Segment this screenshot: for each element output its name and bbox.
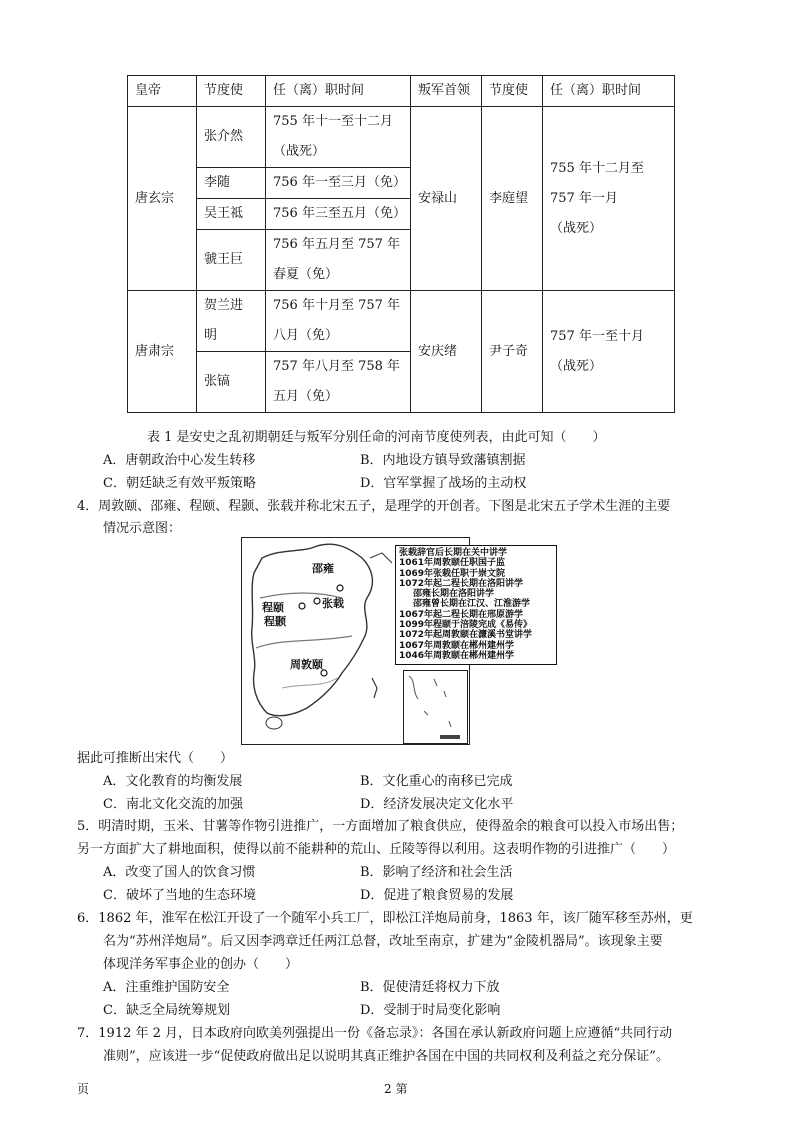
- q4-option-b[interactable]: B．文化重心的南移已完成: [360, 774, 513, 789]
- map-label-zhoudunyi: 周敦颐: [290, 658, 323, 671]
- q5-stem-line2: 另一方面扩大了耕地面积，使得以前不能耕种的荒山、丘陵等得以利用。这表明作物的引进推广（ ）: [77, 842, 676, 857]
- rebel-leader-anqingxu: 安庆绪: [411, 291, 482, 413]
- jiedushi-name: 张介然: [197, 107, 266, 168]
- q5-option-a[interactable]: A．改变了国人的饮食习惯: [103, 865, 256, 880]
- q6-option-c[interactable]: C．缺乏全局统筹规划: [103, 1003, 230, 1018]
- q3-option-c[interactable]: C．朝廷缺乏有效平叛策略: [103, 476, 256, 491]
- q6-option-d[interactable]: D．受制于时局变化影响: [360, 1003, 501, 1018]
- emperor-suzong: 唐肃宗: [128, 291, 197, 413]
- q6-stem-line2: 名为“苏州洋炮局”。后又因李鸿章迁任两江总督，改址至南京，扩建为“金陵机器局”。该现象主要: [103, 934, 663, 949]
- q6-option-b[interactable]: B．促使清廷将权力下放: [360, 980, 500, 995]
- jiedushi-name: 张镐: [197, 352, 266, 413]
- jiedushi-name: 李随: [197, 168, 266, 199]
- legend-item: 1067年周敦颐在郴州建州学: [399, 640, 515, 651]
- legend-item: 1099年程颐于涪陵完成《易传》: [399, 620, 533, 631]
- legend-item: 邵雍长期在洛阳讲学: [413, 589, 495, 600]
- q4-prompt: 据此可推断出宋代（ ）: [77, 751, 234, 766]
- rebel-term: 757 年一至十月 （战死）: [543, 291, 675, 413]
- q7-stem-line1: 7．1912 年 2 月，日本政府向欧美列强提出一份《备忘录》：各国在承认新政府问题上应遵循“共同行动: [77, 1026, 673, 1041]
- emperor-xuanzong: 唐玄宗: [128, 107, 197, 291]
- map-label-zhangzai: 张载: [322, 597, 344, 610]
- header-rebel-jiedushi: 节度使: [482, 76, 543, 107]
- rebel-jiedushi: 尹子奇: [482, 291, 543, 413]
- q5-option-c[interactable]: C．破坏了当地的生态环境: [103, 888, 256, 903]
- q7-stem-line2: 准则”，应该进一步“促使政府做出足以说明其真正维护各国在中国的共同权利及利益之充分保证”。: [103, 1049, 669, 1064]
- q4-stem-line2: 情况示意图：: [103, 521, 182, 536]
- rebel-term: 755 年十二月至 757 年一月 （战死）: [543, 107, 675, 291]
- rebel-jiedushi: 李庭望: [482, 107, 543, 291]
- south-china-sea-inset: [403, 670, 468, 744]
- q5-option-b[interactable]: B．影响了经济和社会生活: [360, 865, 513, 880]
- q6-option-a[interactable]: A．注重维护国防安全: [103, 980, 230, 995]
- islands-icon: [404, 671, 467, 743]
- header-rebel-leader: 叛军首领: [411, 76, 482, 107]
- legend-item: 邵雍曾长期在江汉、江淮游学: [413, 599, 531, 610]
- q6-stem-line3: 体现洋务军事企业的创办（ ）: [103, 957, 299, 972]
- term-cell: 756 年十月至 757 年 八月（免）: [266, 291, 411, 352]
- term-cell: 757 年八月至 758 年 五月（免）: [266, 352, 411, 413]
- q5-stem-line1: 5．明清时期，玉米、甘薯等作物引进推广，一方面增加了粮食供应，使得盈余的粮食可以投入市场出售；: [77, 819, 684, 834]
- legend-item: 1067年起二程长期在邢原游学: [399, 609, 524, 620]
- legend-item: 1072年起周敦颐在濂溪书堂讲学: [399, 630, 533, 641]
- q3-option-a[interactable]: A．唐朝政治中心发生转移: [103, 453, 256, 468]
- q3-option-d[interactable]: D．官军掌握了战场的主动权: [360, 476, 527, 491]
- q4-option-c[interactable]: C．南北文化交流的加强: [103, 797, 243, 812]
- header-term: 任（离）职时间: [266, 76, 411, 107]
- term-cell: 756 年一至三月（免）: [266, 168, 411, 199]
- q4-stem-line1: 4．周敦颐、邵雍、程颐、程颢、张载并称北宋五子，是理学的开创者。下图是北宋五子学术生涯的主要: [77, 499, 671, 514]
- jiedushi-name: 虢王巨: [197, 230, 266, 291]
- q5-option-d[interactable]: D．促进了粮食贸易的发展: [360, 888, 514, 903]
- header-jiedushi: 节度使: [197, 76, 266, 107]
- term-cell: 755 年十一至十二月 （战死）: [266, 107, 411, 168]
- jiedushi-name: 吴王祗: [197, 199, 266, 230]
- q3-option-b[interactable]: B．内地设方镇导致藩镇割据: [360, 453, 526, 468]
- legend-item: 1072年起二程长期在洛阳讲学: [399, 578, 524, 589]
- rebel-leader-anlushan: 安禄山: [411, 107, 482, 291]
- footer-left: 页: [77, 1082, 90, 1096]
- header-emperor: 皇帝: [128, 76, 197, 107]
- header-rebel-term: 任（离）职时间: [543, 76, 675, 107]
- q3-stem: 表 1 是安史之乱初期朝廷与叛军分别任命的河南节度使列表，由此可知（ ）: [147, 430, 606, 445]
- map-label-chenghao: 程颢: [264, 615, 286, 628]
- q4-option-a[interactable]: A．文化教育的均衡发展: [103, 774, 243, 789]
- term-cell: 756 年五月至 757 年 春夏（免）: [266, 230, 411, 291]
- page-number: 2 第: [384, 1082, 408, 1096]
- jiedushi-table: [127, 75, 675, 413]
- legend-item: 1046年周敦颐在郴州建州学: [399, 650, 515, 661]
- legend-item: 1061年周敦颐任职国子监: [399, 558, 506, 569]
- map-legend: [395, 545, 557, 665]
- q6-stem-line1: 6．1862 年，淮军在松江开设了一个随军小兵工厂，即松江洋炮局前身，1863 年，该厂随军移至苏州，更: [77, 911, 693, 926]
- term-cell: 756 年三至五月（免）: [266, 199, 411, 230]
- map-label-chengyi: 程颐: [262, 601, 284, 614]
- legend-item: 张载辞官后长期在关中讲学: [399, 548, 508, 558]
- jiedushi-name: 贺兰进 明: [197, 291, 266, 352]
- legend-item: 1069年张载任职于崇文院: [399, 568, 506, 579]
- q4-option-d[interactable]: D．经济发展决定文化水平: [360, 797, 514, 812]
- map-label-shaoyong: 邵雍: [312, 562, 334, 575]
